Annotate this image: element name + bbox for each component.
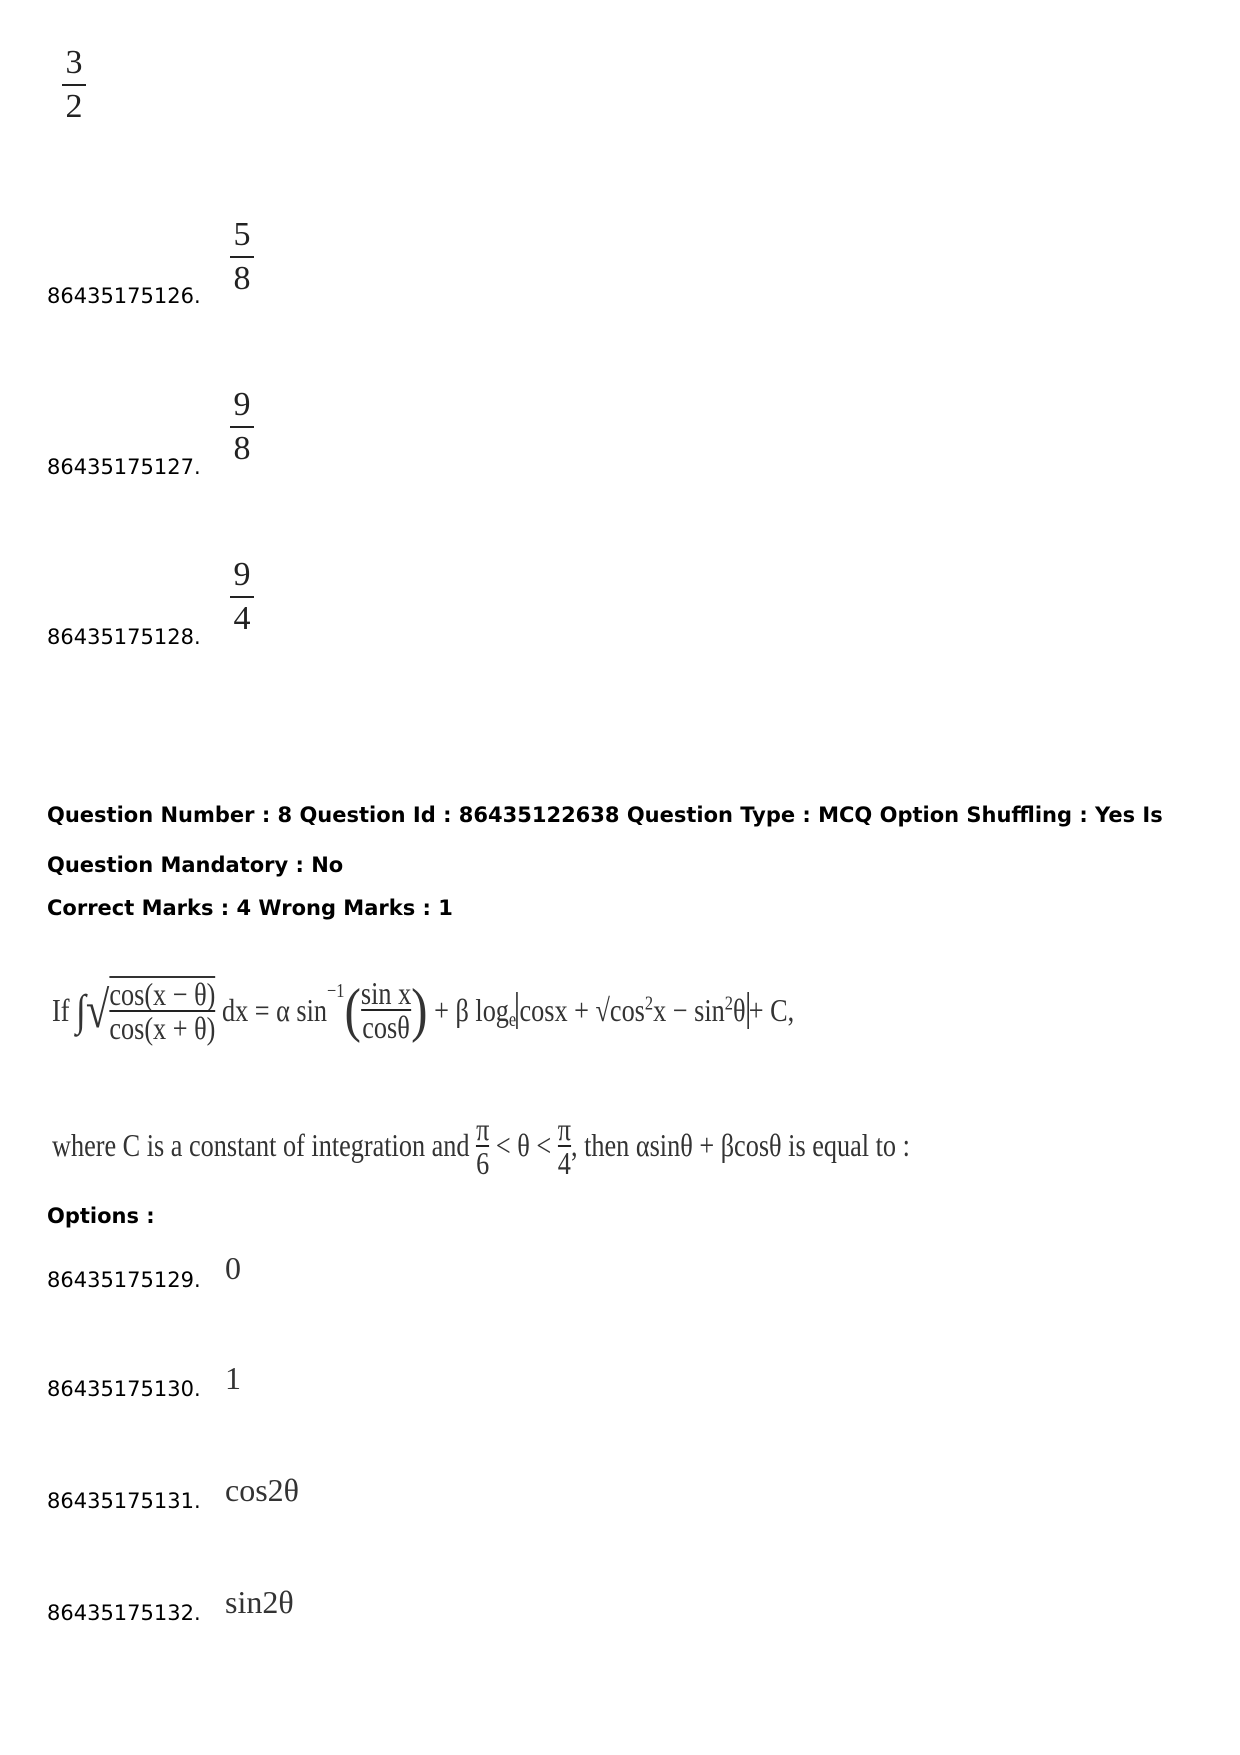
fraction <box>557 1110 571 1181</box>
paren: ) <box>411 976 428 1043</box>
eq-text: If <box>52 991 70 1028</box>
denominator: 4 <box>233 600 251 637</box>
denominator: 6 <box>476 1144 490 1181</box>
superscript: 2 <box>724 991 733 1014</box>
eq-text: θ <box>732 991 746 1028</box>
question-condition <box>52 1108 910 1183</box>
eq-text: where C is a constant of integration and <box>52 1127 470 1163</box>
numerator: π <box>557 1110 571 1147</box>
denominator: 2 <box>65 88 83 125</box>
option-id: 86435175127. <box>47 455 201 479</box>
eq-text: , then αsinθ + βcosθ is equal to : <box>570 1127 910 1163</box>
eq-text: x − sin <box>653 991 725 1028</box>
denominator: cos(x + θ) <box>109 1010 216 1046</box>
eq-text: cosx + √cos <box>519 991 645 1028</box>
fraction-bar <box>230 596 254 598</box>
sqrt-fraction <box>109 976 215 1044</box>
fraction <box>476 1110 490 1181</box>
denominator: cosθ <box>362 1009 410 1045</box>
option-fraction <box>230 216 254 298</box>
subscript: e <box>508 1009 517 1031</box>
denominator: 8 <box>233 260 251 297</box>
options-label: Options : <box>47 1204 155 1228</box>
option-fraction <box>230 556 254 638</box>
denominator: 4 <box>557 1144 571 1181</box>
eq-text: + C, <box>748 991 795 1028</box>
option-id: 86435175131. <box>47 1489 201 1513</box>
option-value: sin2θ <box>225 1584 294 1620</box>
question-marks: Correct Marks : 4 Wrong Marks : 1 <box>47 896 453 920</box>
option-id: 86435175132. <box>47 1601 201 1625</box>
numerator: 9 <box>233 556 251 593</box>
option-value: cos2θ <box>225 1472 299 1508</box>
absolute-value <box>516 992 749 1029</box>
option-id: 86435175128. <box>47 625 201 649</box>
eq-text: dx = α sin <box>221 991 328 1028</box>
numerator: sin x <box>360 975 412 1011</box>
option-id: 86435175126. <box>47 284 201 308</box>
superscript: 2 <box>644 991 654 1014</box>
fraction-bar <box>62 84 86 86</box>
option-id: 86435175130. <box>47 1377 201 1401</box>
sqrt-sign: √ <box>85 981 110 1039</box>
question-equation <box>52 960 794 1060</box>
option-value: 0 <box>225 1250 241 1286</box>
question-header: Question Number : 8 Question Id : 86435122638 Question Type : MCQ Option Shuffling : Yes Is Question Mandatory : No <box>47 803 1163 877</box>
superscript: −1 <box>327 980 345 1002</box>
numerator: 9 <box>233 386 251 423</box>
fraction-bar <box>230 426 254 428</box>
numerator: cos(x − θ) <box>109 976 216 1012</box>
option-value: 1 <box>225 1360 241 1396</box>
eq-text: + β log <box>434 991 509 1028</box>
paren: ( <box>344 976 361 1043</box>
fraction-bar <box>230 256 254 258</box>
eq-text: < θ < <box>495 1127 552 1163</box>
numerator: 3 <box>65 44 83 81</box>
fraction <box>361 977 411 1043</box>
option-id: 86435175129. <box>47 1268 201 1292</box>
option-fraction <box>230 386 254 468</box>
denominator: 8 <box>233 430 251 467</box>
numerator: 5 <box>233 216 251 253</box>
numerator: π <box>476 1110 490 1147</box>
option-fraction <box>62 44 86 126</box>
integral-sign: ∫ <box>76 985 86 1035</box>
